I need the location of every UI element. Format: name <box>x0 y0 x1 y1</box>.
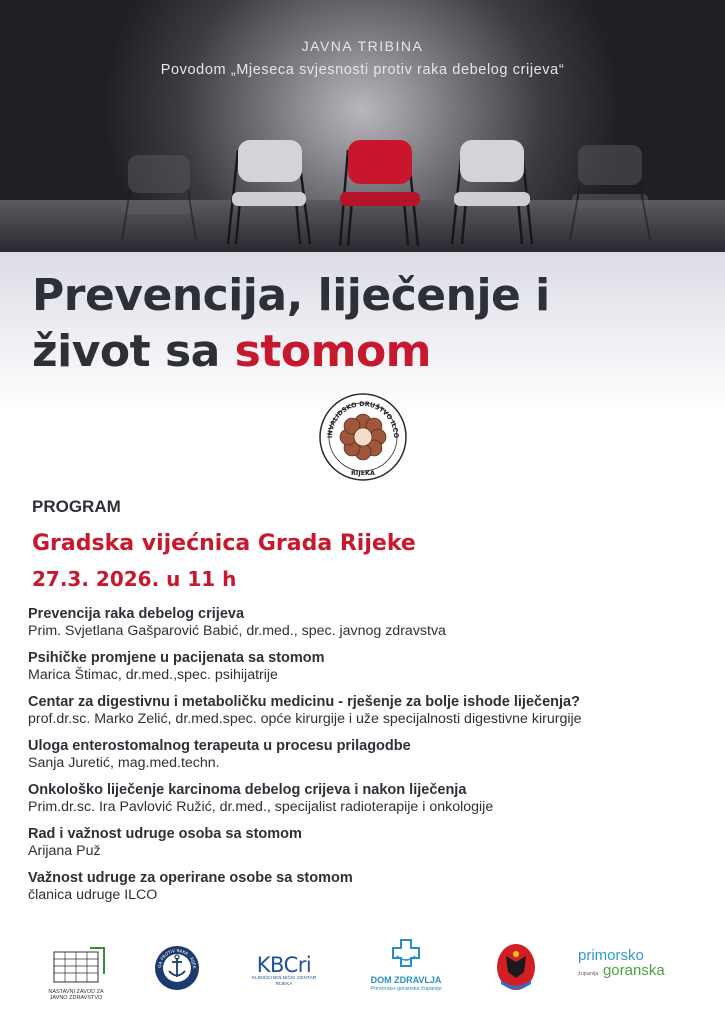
sponsor-kbc <box>246 954 322 988</box>
sponsor-pgz <box>578 948 682 982</box>
headline-line1: Prevencija, liječenje i <box>32 270 550 321</box>
sponsor-nzjz <box>44 944 108 1001</box>
item-title: Psihičke promjene u pacijenata sa stomom <box>28 650 325 666</box>
program-item <box>28 738 718 772</box>
sponsor-liga <box>152 944 202 997</box>
sponsor-dom-zdravlja <box>360 938 452 992</box>
event-subtitle: Povodom „Mjeseca svjesnosti protiv raka debelog crijeva“ <box>160 62 565 78</box>
medical-cross-icon <box>386 938 426 970</box>
logo-ring-bottom: RIJEKA <box>351 469 375 477</box>
hero-text <box>0 38 725 78</box>
item-title: Rad i važnost udruge osoba sa stomom <box>28 826 302 842</box>
program-item <box>28 826 718 860</box>
chair-far-right <box>570 145 650 240</box>
nzjz-text: NASTAVNI ZAVOD ZA JAVNO ZDRAVSTVO <box>48 989 104 1001</box>
headline-highlight: stomom <box>234 326 432 377</box>
pgz-small: županija <box>578 971 599 977</box>
sponsor-logos <box>0 936 725 1006</box>
item-speaker: Prim.dr.sc. Ira Pavlović Ružić, dr.med., specijalist radioterapije i onkologije <box>28 799 494 815</box>
item-speaker: Arijana Puž <box>28 843 101 859</box>
program-label: PROGRAM <box>32 497 121 516</box>
item-speaker: Prim. Svjetlana Gašparović Babić, dr.med., spec. javnog zdravstva <box>28 623 446 639</box>
item-speaker: Sanja Juretić, mag.med.techn. <box>28 755 220 771</box>
item-speaker: prof.dr.sc. Marko Zelić, dr.med.spec. opće kirurgije i uže specijalnosti digestivne kirurgije <box>28 711 582 727</box>
program-list <box>28 606 718 914</box>
chair-red <box>340 140 420 246</box>
program-item <box>28 782 718 816</box>
chair-right <box>452 140 532 244</box>
dom-subtext: Primorsko-goranske županije <box>370 986 442 992</box>
coat-of-arms-icon <box>495 942 537 992</box>
ilco-logo <box>318 392 408 482</box>
main-headline <box>32 268 712 380</box>
kbc-subtext: KLINIČKI BOLNIČKI CENTAR RIJEKA <box>251 976 317 987</box>
hero-image <box>0 0 725 252</box>
program-item <box>28 650 718 684</box>
event-kicker: JAVNA TRIBINA <box>301 38 424 54</box>
item-title: Važnost udruge za operirane osobe sa stomom <box>28 870 353 886</box>
item-title: Prevencija raka debelog crijeva <box>28 606 245 622</box>
venue-title: Gradska vijećnica Grada Rijeke <box>32 531 416 556</box>
program-item <box>28 606 718 640</box>
chair-far-left <box>122 155 196 240</box>
item-speaker: članica udruge ILCO <box>28 887 158 903</box>
item-title: Onkološko liječenje karcinoma debelog crijeva i nakon liječenja <box>28 782 467 798</box>
sponsor-coat-of-arms <box>494 942 538 997</box>
program-item <box>28 694 718 728</box>
liga-ring-text: GA PROTIV RAKA · RIJEK <box>156 947 198 969</box>
pgz-line2: goranska <box>602 962 665 979</box>
program-item <box>28 870 718 904</box>
headline-line2-prefix: život sa <box>32 326 235 377</box>
chair-left <box>228 140 310 244</box>
item-speaker: Marica Štimac, dr.med.,spec. psihijatrije <box>28 667 278 683</box>
logo-ring-top: INVALIDSKO DRUŠTVO ILCO <box>325 399 401 439</box>
building-icon <box>46 944 106 984</box>
pgz-line1: primorsko <box>578 947 644 964</box>
kbc-logo-text: KBCri <box>256 953 312 977</box>
event-datetime: 27.3. 2026. u 11 h <box>32 567 237 591</box>
dom-title: DOM ZDRAVLJA <box>370 975 442 985</box>
item-title: Uloga enterostomalnog terapeuta u procesu prilagodbe <box>28 738 411 754</box>
anchor-icon <box>153 944 201 992</box>
item-title: Centar za digestivnu i metaboličku medicinu - rješenje za bolje ishode liječenja? <box>28 694 580 710</box>
